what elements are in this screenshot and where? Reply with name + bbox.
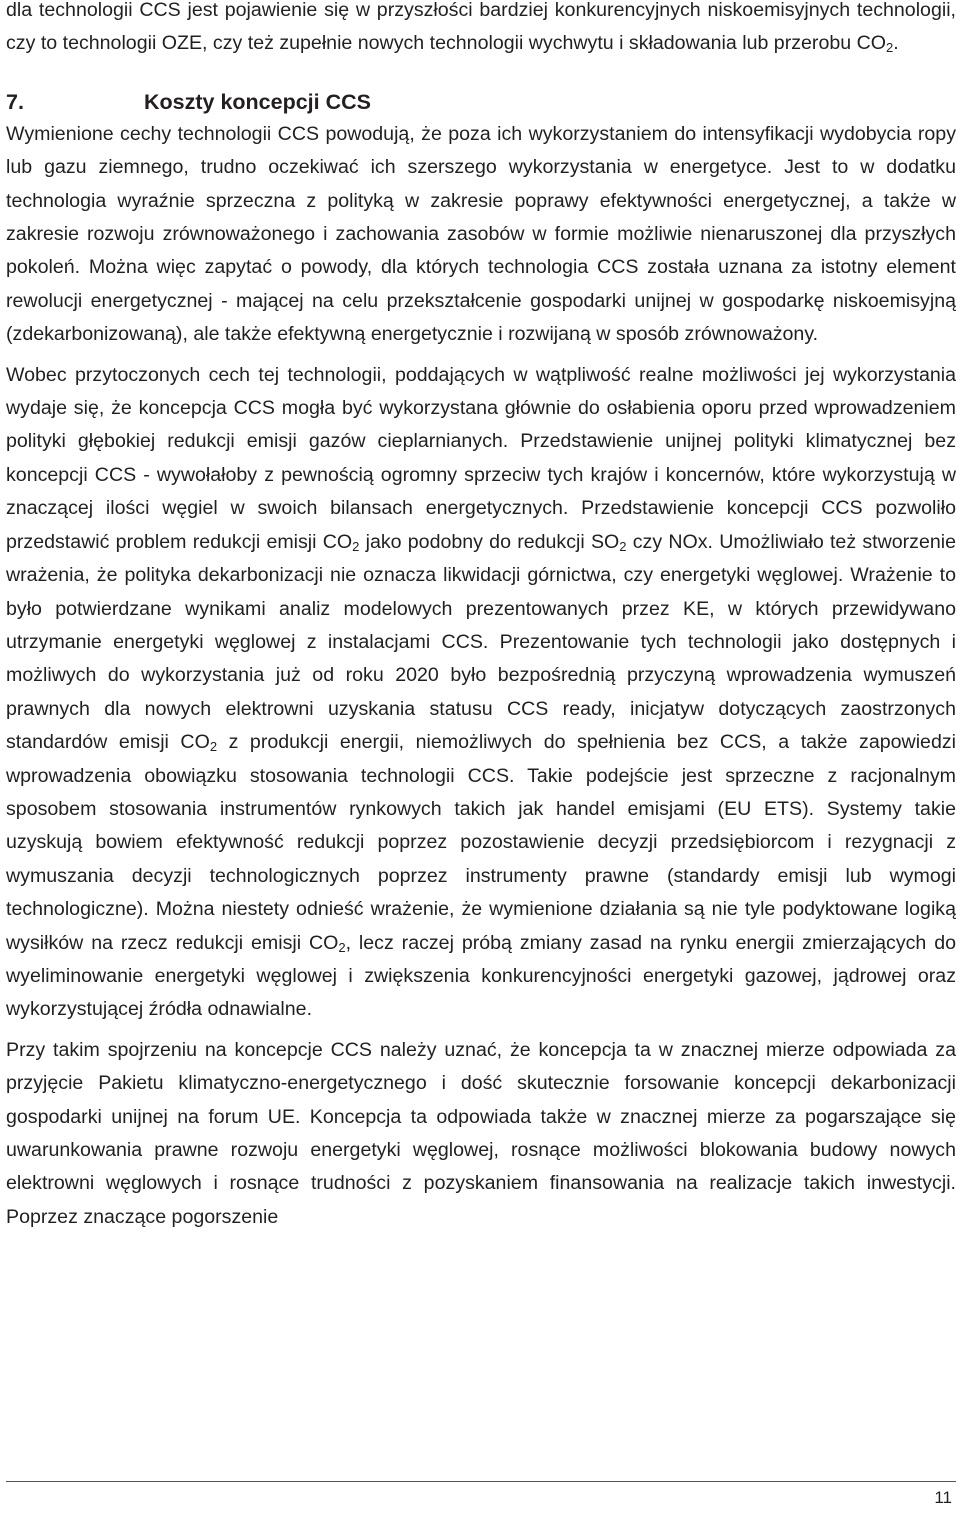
p2-segment-3: czy NOx. Umożliwiało też stworzenie wrażenia, że polityka dekarbonizacji nie oznacza likwidacji górnictwa, czy energetyki węglowej. Wrażenie to było potwierdzane wynikami analiz modelowych prezentowanych przez KE, w których przewidywano utrzymanie energetyki węglowej z instalacjami CCS. Prezentowanie tych technologii jako dostępnych i możliwych do wykorzystania już od roku 2020 było bezpośrednią przyczyną wprowadzenia wymuszeń prawnych dla nowych elektrowni uzyskania statusu CCS ready, inicjatyw dotyczących zaostrzonych standardów emisji CO — [6, 530, 956, 754]
p2-segment-2: jako podobny do redukcji SO — [359, 530, 620, 553]
p2-subscript-2: 2 — [619, 538, 627, 554]
p2-segment-5: , lecz raczej próbą zmiany zasad na rynku energii zmierzających do wyeliminowanie energetyki węglowej i zwiększenia konkurencyjności energetyki gazowej, jądrowej oraz wykorzystującej źródła odnawialne. — [6, 931, 956, 1021]
paragraph-3: Przy takim spojrzeniu na koncepcje CCS należy uznać, że koncepcja ta w znacznej mierze odpowiada za przyjęcie Pakietu klimatyczno-energetycznego i dość skutecznie forsowanie koncepcji dekarbonizacji gospodarki unijnej na forum UE. Koncepcja ta odpowiada także w znacznej mierze za pogarszające się uwarunkowania prawne rozwoju energetyki węglowej, rosnące możliwości blokowania budowy nowych elektrowni węglowych i rosnące trudności z pozyskaniem finansowania na realizacje takich inwestycji. Poprzez znaczące pogorszenie — [6, 1038, 956, 1228]
p2-subscript-1: 2 — [352, 538, 360, 554]
section-number: 7. — [6, 89, 24, 114]
page-number: 11 — [934, 1488, 952, 1507]
intro-text: dla technologii CCS jest pojawienie się w przyszłości bardziej konkurencyjnych niskoemisyjnych technologii, czy to technologii OZE, czy też zupełnie nowych technologii wychwytu i składowania lub przerobu CO — [6, 0, 956, 55]
p2-segment-1: Wobec przytoczonych cech tej technologii, poddających w wątpliwość realne możliwości jej wykorzystania wydaje się, że koncepcja CCS mogła być wykorzystana głównie do osłabienia oporu przed wprowadzeniem polityki głębokiej redukcji emisji gazów cieplarnianych. Przedstawienie unijnej polityki klimatycznej bez koncepcji CCS - wywołałoby z pewnością ogromny sprzeciw tych krajów i koncernów, które wykorzystują w znaczącej ilości węgiel w swoich bilansach energetycznych. Przedstawienie koncepcji CCS pozwoliło przedstawić problem redukcji emisji CO — [6, 363, 956, 553]
section-title: Koszty koncepcji CCS — [144, 89, 371, 114]
document-page — [6, 0, 956, 1234]
footer-divider — [6, 1481, 956, 1482]
section-heading — [6, 87, 956, 117]
intro-tail: . — [893, 32, 899, 55]
paragraph-2 — [6, 359, 956, 1027]
p2-subscript-3: 2 — [209, 739, 218, 755]
paragraph-1: Wymienione cechy technologii CCS powodują, że poza ich wykorzystaniem do intensyfikacji wydobycia ropy lub gazu ziemnego, trudno oczekiwać ich szerszego wykorzystania w energetyce. Jest to w dodatku technologia wyraźnie sprzeczna z polityką w zakresie poprawy efektywności energetycznej, a także w zakresie rozwoju zrównoważonego i zachowania zasobów w formie możliwie nienaruszonej dla przyszłych pokoleń. Można więc zapytać o powody, dla których technologia CCS została uznana za istotny element rewolucji energetycznej - mającej na celu przekształcenie gospodarki unijnej w gospodarkę niskoemisyjną (zdekarbonizowaną), ale także efektywną energetycznie i rozwijaną w sposób zrównoważony. — [6, 122, 956, 346]
intro-paragraph — [6, 0, 956, 61]
p2-segment-4: z produkcji energii, niemożliwych do spełnienia bez CCS, a także zapowiedzi wprowadzenia obowiązku stosowania technologii CCS. Takie podejście jest sprzeczne z racjonalnym sposobem stosowania instrumentów rynkowych takich jak handel emisjami (EU ETS). Systemy takie uzyskują bowiem efektywność redukcji poprzez pozostawienie decyzji przedsiębiorcom i rezygnacji z wymuszania decyzji technologicznych poprzez instrumenty prawne (standardy emisji lub wymogi technologiczne). Można niestety odnieść wrażenie, że wymienione działania są nie tyle podyktowane logiką wysiłków na rzecz redukcji emisji CO — [6, 731, 956, 954]
p2-subscript-4: 2 — [338, 939, 346, 955]
intro-subscript: 2 — [885, 40, 894, 56]
